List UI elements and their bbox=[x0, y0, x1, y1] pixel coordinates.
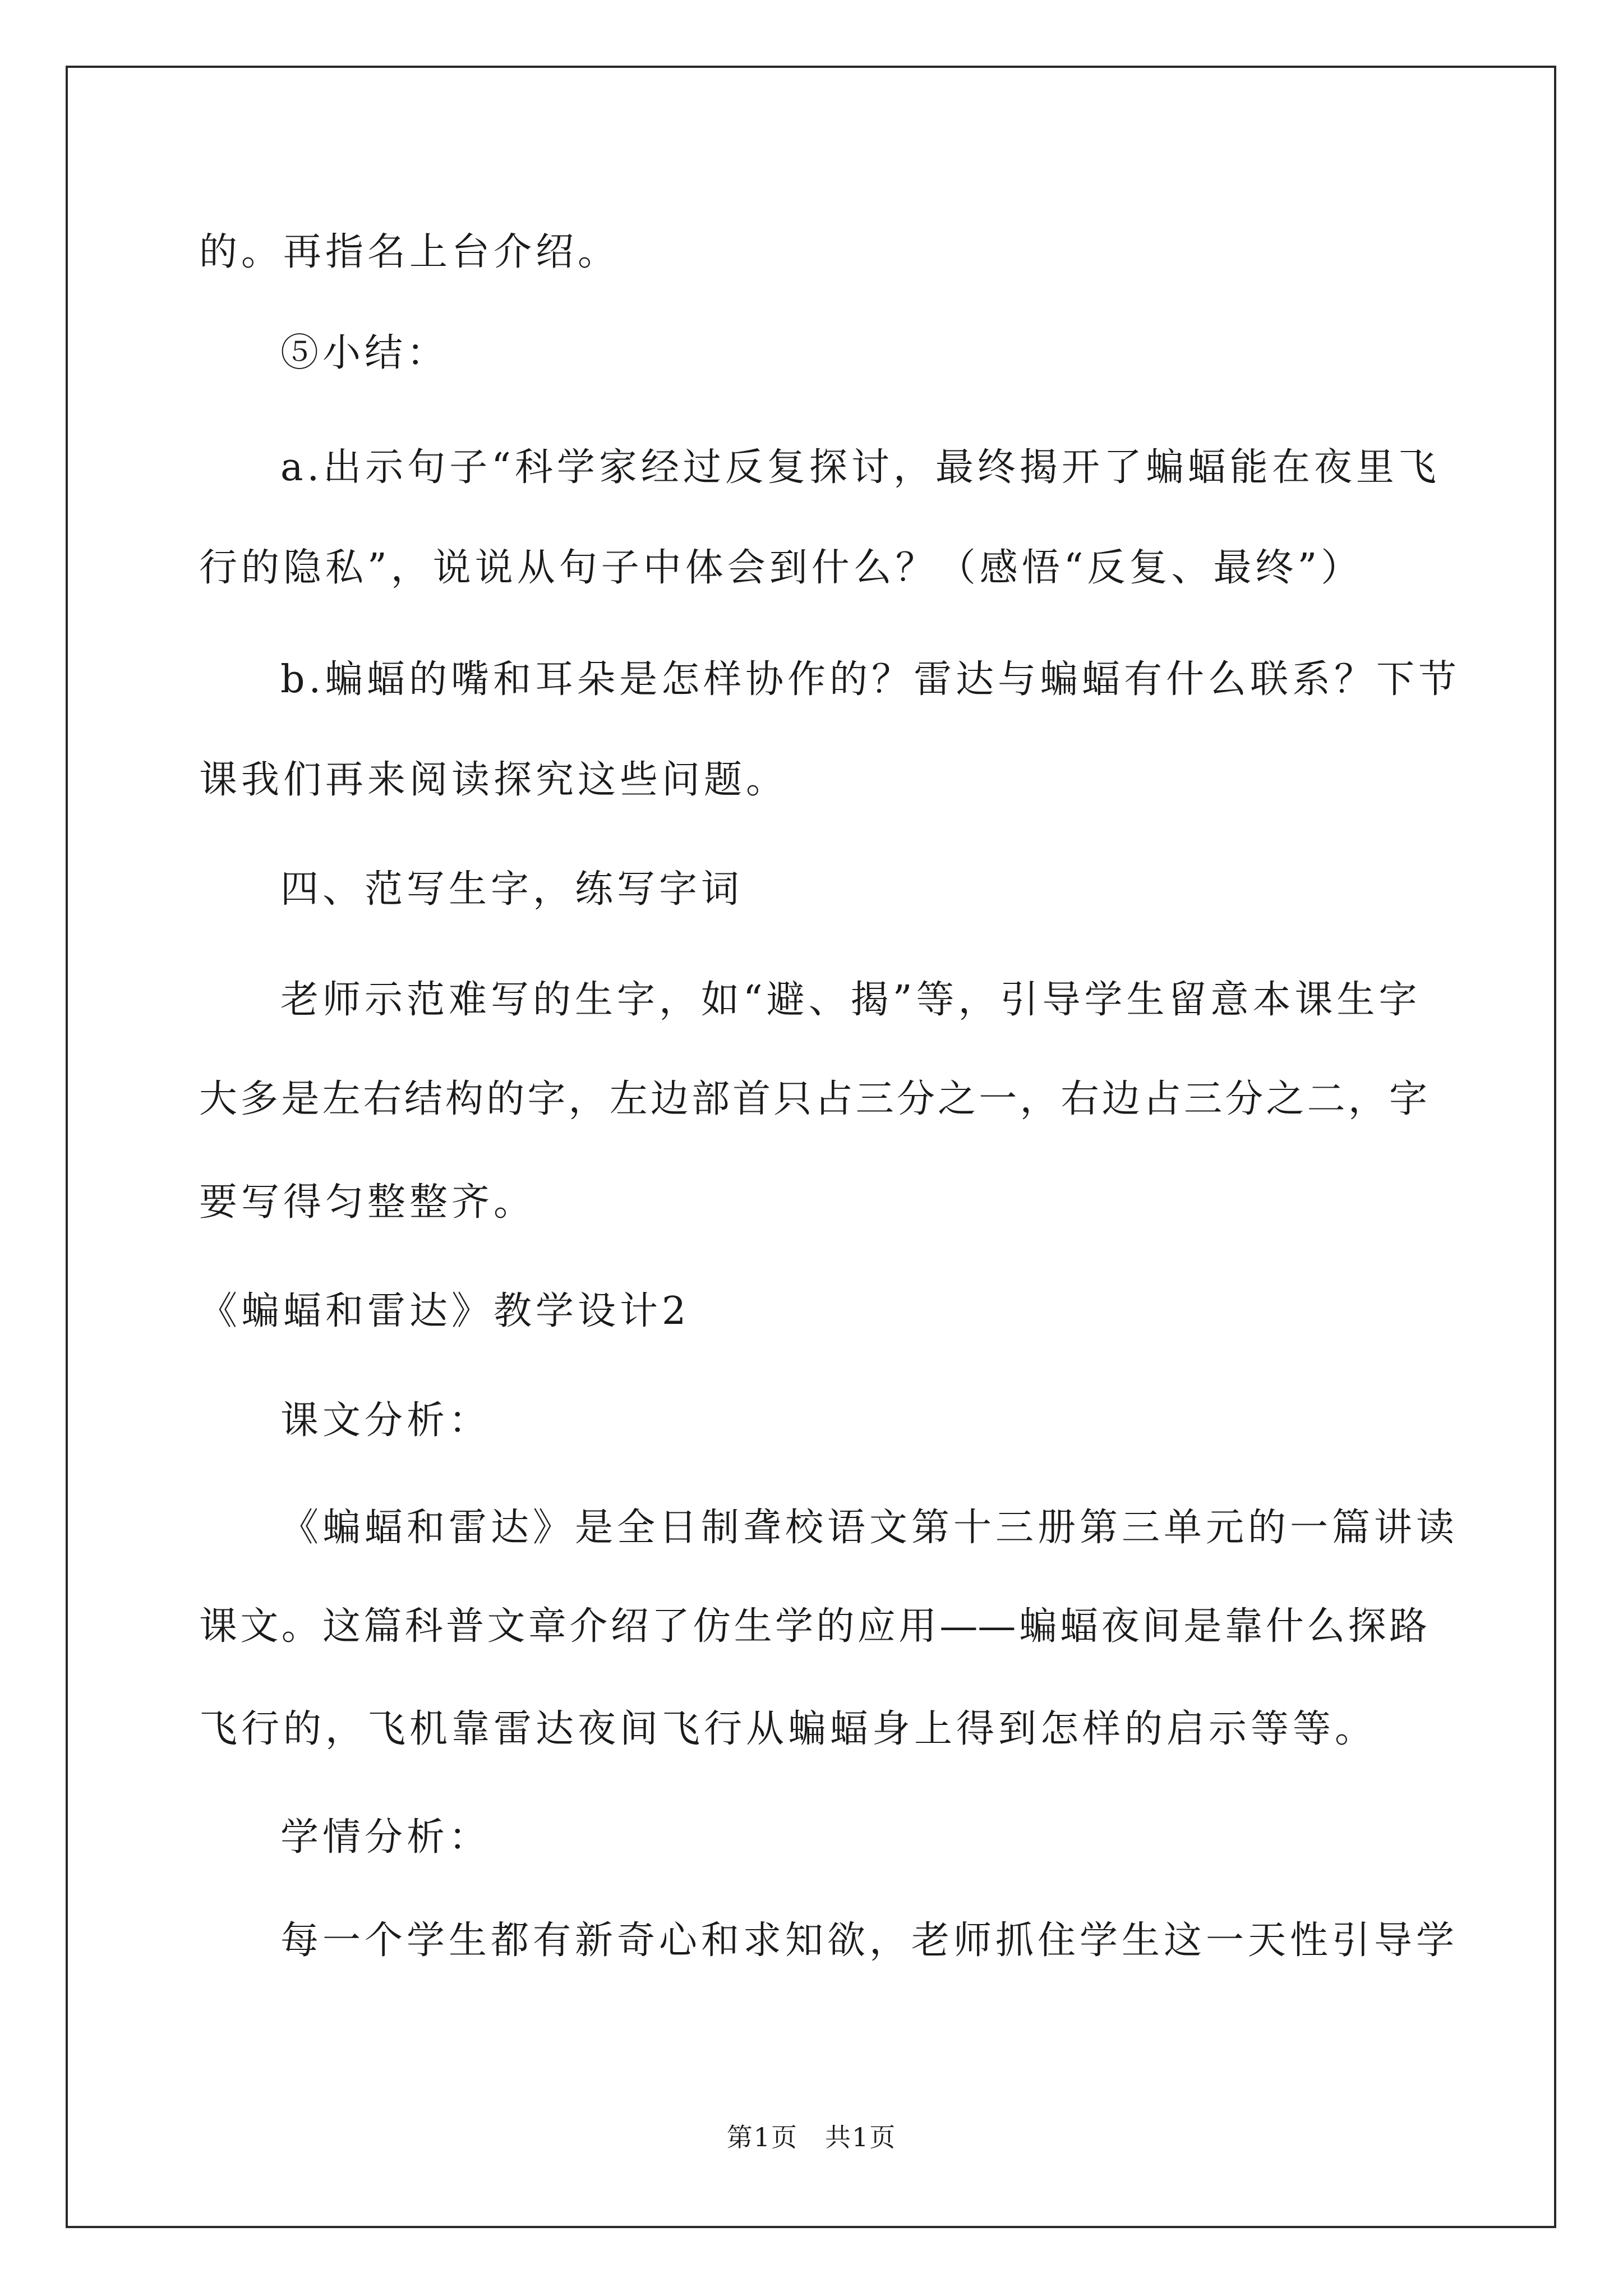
paragraph-line: 老师示范难写的生字，如“避、揭”等，引导学生留意本课生字 bbox=[280, 978, 1421, 1022]
paragraph-line: 要写得匀整整齐。 bbox=[199, 1180, 536, 1225]
paragraph-line: 飞行的，飞机靠雷达夜间飞行从蝙蝠身上得到怎样的启示等等。 bbox=[199, 1707, 1377, 1751]
section-heading: 四、范写生字，练写字词 bbox=[280, 867, 744, 912]
page-number-footer: 第1页 共1页 bbox=[726, 2122, 897, 2152]
paragraph-line: 《蝙蝠和雷达》是全日制聋校语文第十三册第三单元的一篇讲读 bbox=[280, 1506, 1459, 1550]
paragraph-line: a.出示句子“科学家经过反复探讨，最终揭开了蝙蝠能在夜里飞 bbox=[280, 445, 1440, 490]
document-subtitle: 《蝙蝠和雷达》教学设计2 bbox=[199, 1289, 690, 1333]
paragraph-line: ⑤小结： bbox=[280, 331, 449, 375]
paragraph-line: 的。再指名上台介绍。 bbox=[199, 230, 620, 274]
page-border bbox=[66, 66, 1556, 2228]
paragraph-line: 课文。这篇科普文章介绍了仿生学的应用——蝙蝠夜间是靠什么探路 bbox=[199, 1604, 1427, 1649]
paragraph-line: 课我们再来阅读探究这些问题。 bbox=[199, 758, 789, 802]
paragraph-line: b.蝙蝠的嘴和耳朵是怎样协作的？雷达与蝙蝠有什么联系？下节 bbox=[280, 657, 1461, 702]
paragraph-line: 大多是左右结构的字，左边部首只占三分之一，右边占三分之二，字 bbox=[199, 1077, 1427, 1121]
paragraph-line: 每一个学生都有新奇心和求知欲，老师抓住学生这一天性引导学 bbox=[280, 1918, 1459, 1963]
section-heading: 课文分析： bbox=[280, 1398, 491, 1443]
section-heading: 学情分析： bbox=[280, 1815, 491, 1860]
paragraph-line: 行的隐私”，说说从句子中体会到什么？（感悟“反复、最终”） bbox=[199, 546, 1363, 590]
